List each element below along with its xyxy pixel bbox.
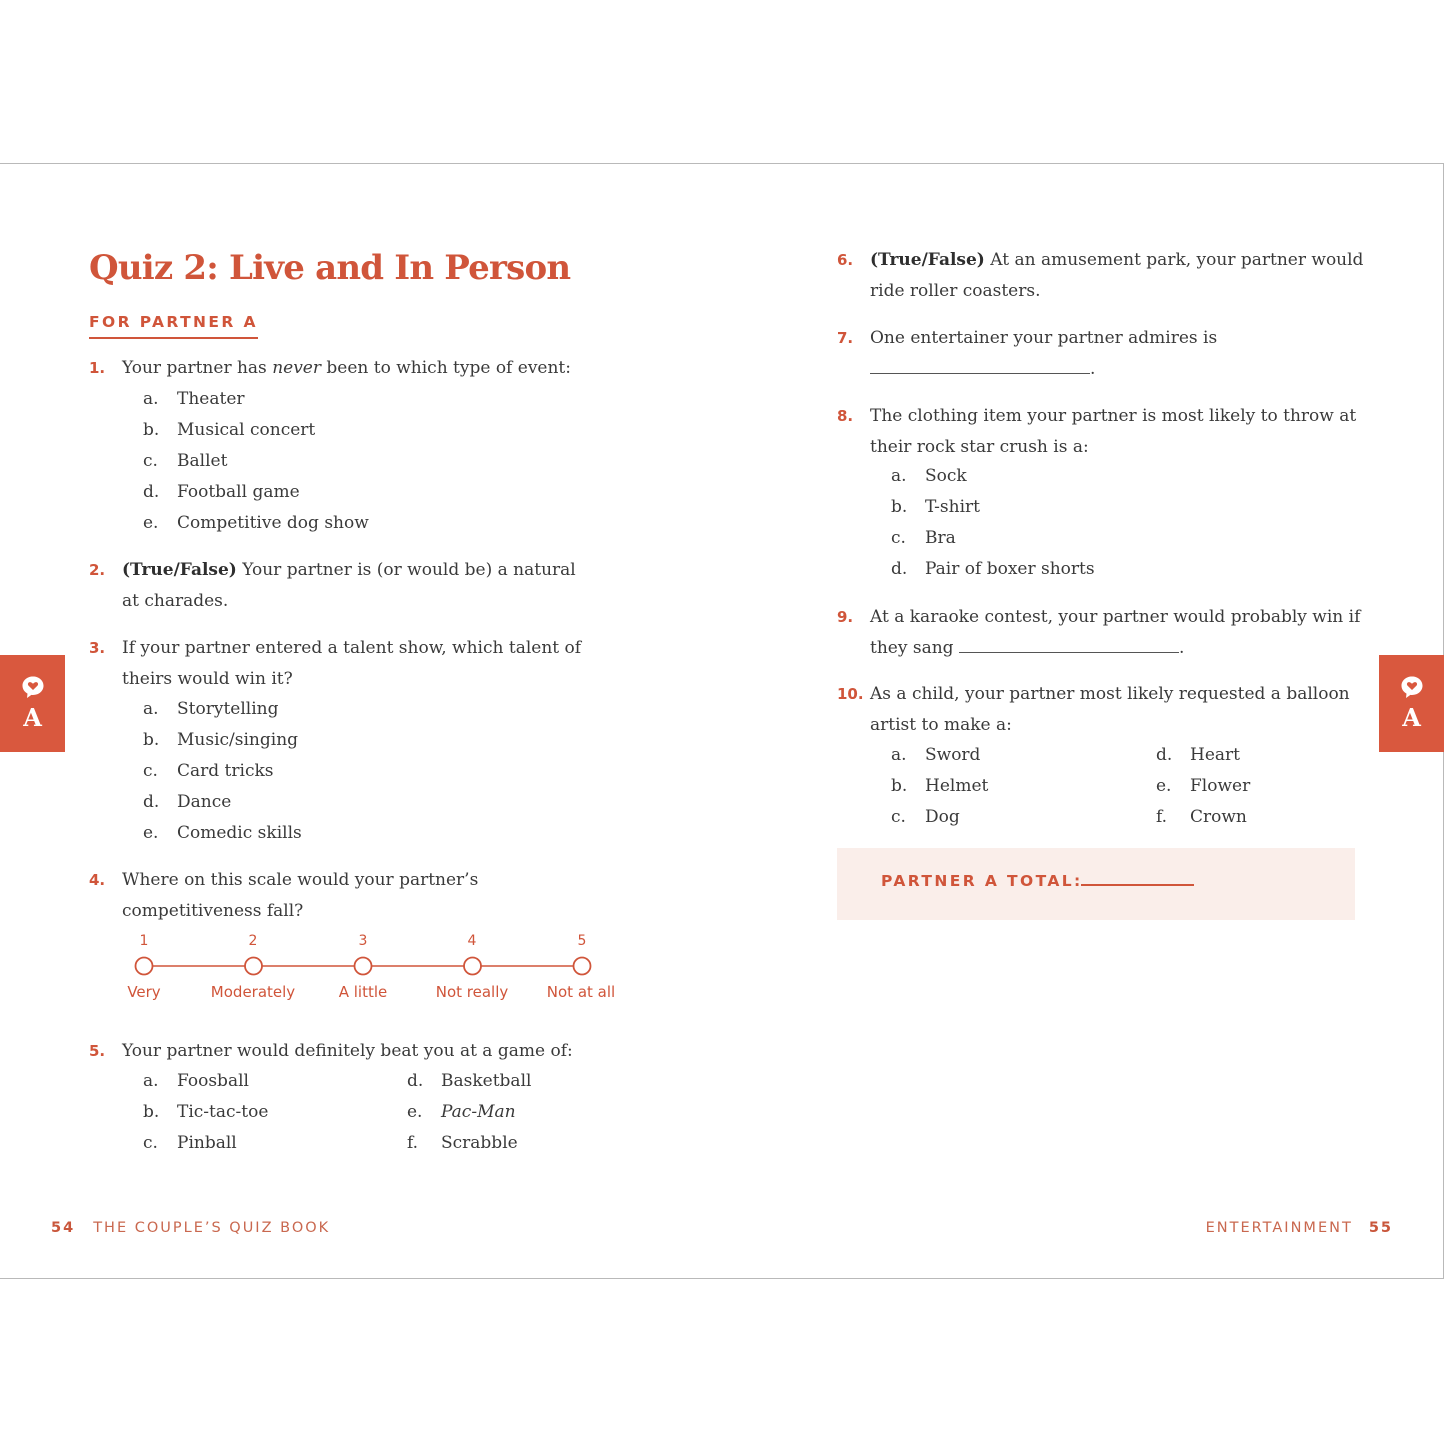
option-text: Dog	[925, 807, 960, 827]
option-letter: a.	[143, 389, 159, 409]
option-text: T-shirt	[925, 497, 980, 517]
quiz-title: Quiz 2: Live and In Person	[89, 248, 571, 288]
option-text: Foosball	[177, 1071, 249, 1091]
answer-option[interactable]	[143, 389, 245, 409]
answer-option[interactable]	[407, 1133, 518, 1153]
footer-right	[1206, 1220, 1393, 1236]
partner-total-box	[837, 848, 1355, 920]
option-text: Scrabble	[441, 1133, 518, 1153]
option-letter: a.	[143, 1071, 159, 1091]
option-text: Competitive dog show	[177, 513, 369, 533]
scale-label: Not really	[435, 983, 509, 1001]
option-text: Theater	[177, 389, 245, 409]
book-title: THE COUPLE’S QUIZ BOOK	[93, 1220, 331, 1236]
answer-option[interactable]	[407, 1102, 516, 1122]
answer-option[interactable]	[407, 1071, 531, 1091]
answer-option[interactable]	[891, 559, 1095, 579]
option-letter: d.	[891, 559, 908, 579]
scale-number: 3	[358, 933, 368, 949]
scale-point-3[interactable]	[355, 958, 372, 975]
scale-label: Not at all	[546, 983, 616, 1001]
option-letter: d.	[407, 1071, 424, 1091]
answer-option[interactable]	[891, 466, 967, 486]
question-7-text: One entertainer your partner admires is .	[870, 328, 1218, 379]
speech-bubble-heart-icon	[21, 675, 45, 699]
option-letter: d.	[143, 792, 160, 812]
option-letter: e.	[1156, 776, 1172, 796]
option-text: Tic-tac-toe	[177, 1102, 269, 1122]
option-text: Storytelling	[177, 699, 279, 719]
option-text: Card tricks	[177, 761, 274, 781]
option-letter: f.	[407, 1133, 419, 1153]
option-text: Heart	[1190, 745, 1240, 765]
option-letter: b.	[143, 1102, 160, 1122]
answer-blank[interactable]	[959, 636, 1179, 653]
question-number-8: 8.	[837, 407, 854, 425]
scale-point-2[interactable]	[245, 958, 262, 975]
option-text: Musical concert	[177, 420, 316, 440]
option-letter: e.	[143, 823, 159, 843]
partner-total-label: PARTNER A TOTAL:	[881, 872, 1083, 890]
question-8-text: The clothing item your partner is most likely to throw at their rock star crush is a:	[870, 406, 1357, 457]
option-text: Pac-Man	[441, 1102, 516, 1122]
scale-number: 5	[577, 933, 587, 949]
speech-bubble-heart-icon	[1400, 675, 1424, 699]
answer-option[interactable]	[891, 807, 960, 827]
answer-option[interactable]	[891, 776, 988, 796]
answer-option[interactable]	[1156, 807, 1247, 827]
option-text: Comedic skills	[177, 823, 302, 843]
answer-option[interactable]	[143, 1133, 237, 1153]
option-text: Dance	[177, 792, 232, 812]
option-letter: b.	[891, 776, 908, 796]
answer-option[interactable]	[143, 513, 369, 533]
scale-point-5[interactable]	[574, 958, 591, 975]
question-number-6: 6.	[837, 251, 854, 269]
option-text: Bra	[925, 528, 956, 548]
option-text: Basketball	[441, 1071, 532, 1091]
answer-option[interactable]	[891, 528, 956, 548]
question-number-1: 1.	[89, 359, 106, 377]
question-10-text: As a child, your partner most likely requested a balloon artist to make a:	[870, 684, 1350, 735]
answer-option[interactable]	[1156, 745, 1240, 765]
answer-option[interactable]	[143, 482, 300, 502]
option-letter: c.	[891, 807, 906, 827]
option-text: Sock	[925, 466, 967, 486]
option-letter: d.	[143, 482, 160, 502]
tab-letter: A	[23, 703, 42, 732]
option-text: Flower	[1190, 776, 1251, 796]
scale-point-1[interactable]	[136, 958, 153, 975]
answer-option[interactable]	[143, 761, 274, 781]
option-text: Ballet	[177, 451, 228, 471]
option-text: Football game	[177, 482, 300, 502]
scale-point-4[interactable]	[464, 958, 481, 975]
question-9-text: At a karaoke contest, your partner would probably win if they sang .	[870, 607, 1361, 658]
scale-number: 2	[248, 933, 258, 949]
question-number-3: 3.	[89, 639, 106, 657]
footer-left	[51, 1220, 330, 1236]
option-letter: e.	[143, 513, 159, 533]
answer-option[interactable]	[143, 730, 298, 750]
option-text: Music/singing	[177, 730, 299, 750]
question-2-text: (True/False) Your partner is (or would be) a natural at charades.	[122, 560, 576, 611]
answer-option[interactable]	[143, 1071, 249, 1091]
question-4-text: Where on this scale would your partner’s competitiveness fall?	[122, 870, 479, 921]
section-tab-right	[1379, 655, 1444, 752]
option-letter: e.	[407, 1102, 423, 1122]
question-number-10: 10.	[837, 685, 864, 703]
tab-letter: A	[1402, 703, 1421, 732]
option-letter: d.	[1156, 745, 1173, 765]
option-letter: a.	[891, 466, 907, 486]
question-5-text: Your partner would definitely beat you at a game of:	[122, 1041, 573, 1061]
answer-option[interactable]	[143, 792, 231, 812]
option-text: Helmet	[925, 776, 989, 796]
total-blank[interactable]	[1081, 884, 1194, 886]
partner-subtitle: FOR PARTNER A	[89, 313, 258, 339]
option-letter: b.	[143, 420, 160, 440]
question-6-text: (True/False) At an amusement park, your partner would ride roller coasters.	[870, 250, 1364, 301]
scale-number: 1	[139, 933, 149, 949]
option-letter: c.	[143, 451, 158, 471]
question-3-text: If your partner entered a talent show, which talent of theirs would win it?	[122, 638, 582, 689]
question-number-7: 7.	[837, 329, 854, 347]
section-title: ENTERTAINMENT	[1205, 1220, 1353, 1236]
answer-option[interactable]	[143, 451, 227, 471]
answer-option[interactable]	[891, 745, 980, 765]
option-letter: c.	[143, 1133, 158, 1153]
option-text: Sword	[925, 745, 981, 765]
scale-label: Very	[127, 983, 161, 1001]
competitiveness-scale	[130, 955, 600, 979]
answer-option[interactable]	[891, 497, 980, 517]
answer-option[interactable]	[143, 420, 315, 440]
question-number-4: 4.	[89, 871, 106, 889]
question-number-9: 9.	[837, 608, 854, 626]
scale-label: A little	[338, 983, 388, 1001]
question-1-text: Your partner has never been to which type of event:	[122, 358, 571, 378]
scale-number: 4	[467, 933, 477, 949]
section-tab-left	[0, 655, 65, 752]
option-letter: c.	[891, 528, 906, 548]
page-number: 55	[1368, 1220, 1393, 1236]
option-text: Pinball	[177, 1133, 237, 1153]
option-letter: a.	[143, 699, 159, 719]
option-letter: c.	[143, 761, 158, 781]
question-number-2: 2.	[89, 561, 106, 579]
page-number: 54	[51, 1220, 76, 1236]
scale-label: Moderately	[210, 983, 296, 1001]
option-text: Crown	[1190, 807, 1247, 827]
option-letter: a.	[891, 745, 907, 765]
question-number-5: 5.	[89, 1042, 106, 1060]
option-letter: f.	[1156, 807, 1168, 827]
option-letter: b.	[891, 497, 908, 517]
option-text: Pair of boxer shorts	[925, 559, 1095, 579]
option-letter: b.	[143, 730, 160, 750]
answer-option[interactable]	[143, 699, 278, 719]
answer-option[interactable]	[143, 823, 302, 843]
answer-option[interactable]	[143, 1102, 268, 1122]
answer-blank[interactable]	[870, 357, 1090, 374]
answer-option[interactable]	[1156, 776, 1250, 796]
